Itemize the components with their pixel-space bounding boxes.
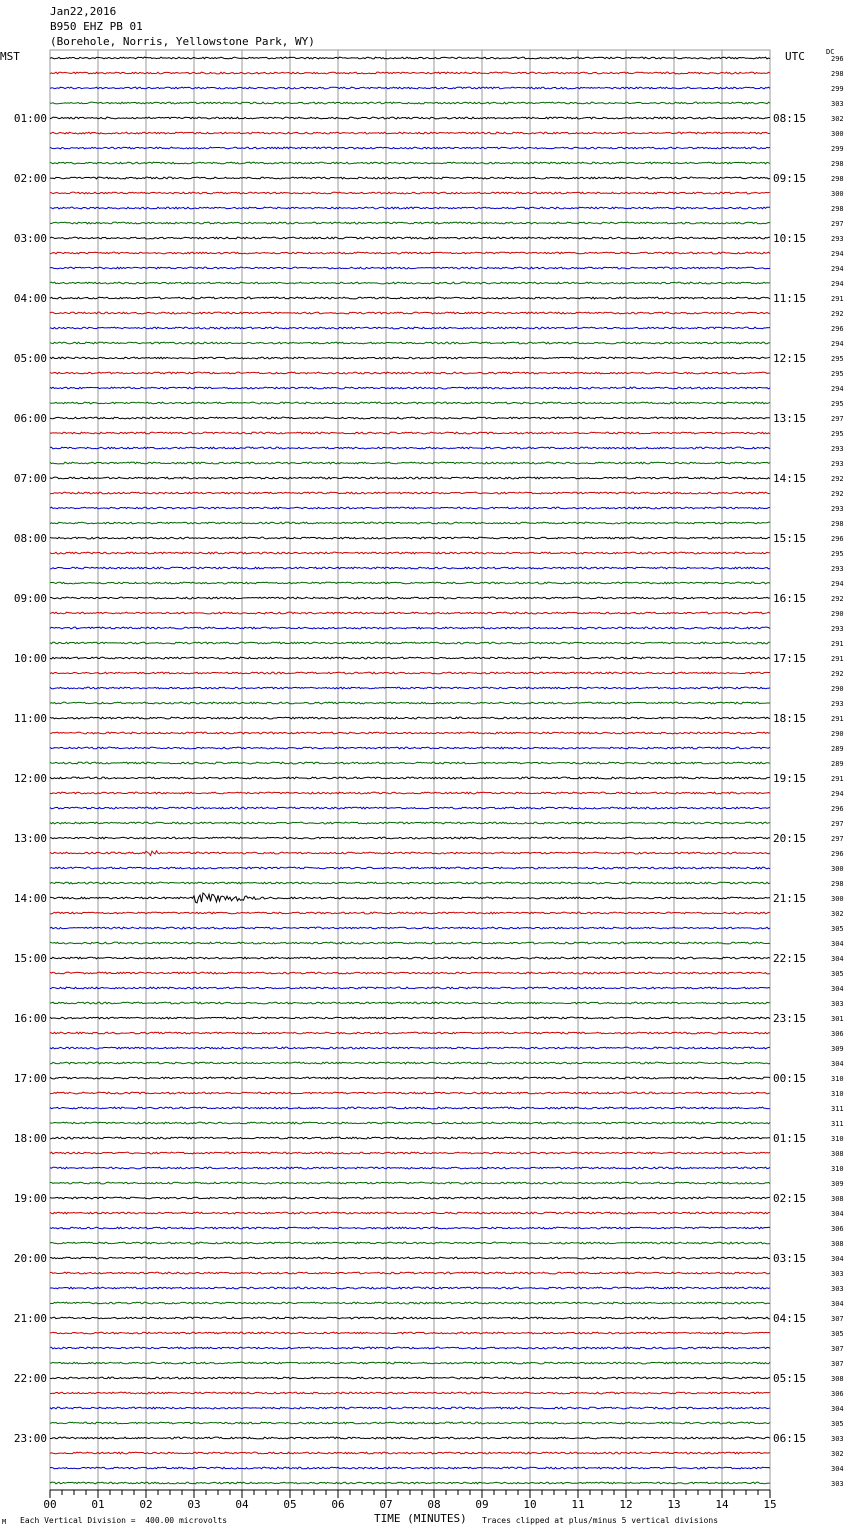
- right-hour-label: 00:15: [773, 1072, 807, 1085]
- right-hour-label: 19:15: [773, 772, 807, 785]
- trace-row: [50, 597, 770, 599]
- right-hour-label: 18:15: [773, 712, 807, 725]
- dc-offset-label: 298: [831, 880, 844, 888]
- station-code: B950 EHZ PB 01: [50, 20, 143, 33]
- x-axis-label: TIME (MINUTES): [374, 1512, 467, 1525]
- x-tick-label: 02: [139, 1498, 153, 1511]
- dc-offset-label: 307: [831, 1360, 844, 1368]
- trace-row: [50, 927, 770, 929]
- dc-offset-label: 309: [831, 1045, 844, 1053]
- trace-row: [50, 1077, 770, 1079]
- trace-row: [50, 132, 770, 134]
- trace-row: [50, 1437, 770, 1439]
- right-hour-label: 16:15: [773, 592, 807, 605]
- dc-offset-label: 308: [831, 1375, 844, 1383]
- trace-row: [50, 702, 770, 704]
- dc-offset-label: 301: [831, 1015, 844, 1023]
- right-hour-label: 23:15: [773, 1012, 807, 1025]
- right-hour-label: 08:15: [773, 112, 807, 125]
- dc-offset-label: 300: [831, 130, 844, 138]
- dc-offset-label: 290: [831, 610, 844, 618]
- trace-row: [50, 893, 770, 903]
- dc-offset-label: 298: [831, 175, 844, 183]
- dc-offset-label: 293: [831, 460, 844, 468]
- dc-offset-label: 293: [831, 565, 844, 573]
- dc-offset-label: 311: [831, 1105, 844, 1113]
- trace-row: [50, 297, 770, 299]
- dc-offset-label: 304: [831, 1300, 844, 1308]
- dc-offset-label: 298: [831, 160, 844, 168]
- dc-offset-label: 304: [831, 1465, 844, 1473]
- dc-offset-label: 304: [831, 1060, 844, 1068]
- trace-row: [50, 192, 770, 194]
- right-hour-label: 11:15: [773, 292, 807, 305]
- trace-row: [50, 1197, 770, 1199]
- trace-row: [50, 1062, 770, 1064]
- dc-offset-label: 293: [831, 625, 844, 633]
- trace-row: [50, 492, 770, 494]
- left-hour-label: 09:00: [13, 592, 47, 605]
- left-hour-label: 14:00: [13, 892, 47, 905]
- trace-row: [50, 282, 770, 284]
- dc-offset-label: 298: [831, 70, 844, 78]
- dc-offset-label: 308: [831, 1195, 844, 1203]
- left-hour-label: 20:00: [13, 1252, 47, 1265]
- dc-offset-label: 291: [831, 640, 844, 648]
- trace-row: [50, 342, 770, 344]
- trace-row: [50, 1107, 770, 1109]
- left-hour-label: 19:00: [13, 1192, 47, 1205]
- x-tick-label: 04: [235, 1498, 249, 1511]
- x-tick-label: 08: [427, 1498, 441, 1511]
- dc-offset-label: 293: [831, 235, 844, 243]
- trace-row: [50, 1032, 770, 1034]
- trace-row: [50, 447, 770, 449]
- trace-row: [50, 357, 770, 359]
- x-tick-label: 09: [475, 1498, 489, 1511]
- trace-row: [50, 147, 770, 149]
- trace-row: [50, 1182, 770, 1184]
- right-hour-label: 03:15: [773, 1252, 807, 1265]
- trace-row: [50, 912, 770, 914]
- x-tick-label: 00: [43, 1498, 57, 1511]
- trace-row: [50, 717, 770, 719]
- trace-row: [50, 582, 770, 584]
- trace-row: [50, 1272, 770, 1274]
- left-hour-label: 16:00: [13, 1012, 47, 1025]
- dc-offset-label: 295: [831, 550, 844, 558]
- dc-offset-label: 305: [831, 1420, 844, 1428]
- dc-offset-label: 306: [831, 1225, 844, 1233]
- dc-offset-label: 305: [831, 1330, 844, 1338]
- trace-row: [50, 477, 770, 479]
- trace-row: [50, 177, 770, 179]
- trace-row: [50, 1017, 770, 1019]
- dc-offset-label: 291: [831, 775, 844, 783]
- right-hour-label: 22:15: [773, 952, 807, 965]
- dc-offset-label: 308: [831, 1150, 844, 1158]
- trace-row: [50, 1407, 770, 1409]
- x-tick-label: 13: [667, 1498, 681, 1511]
- dc-offset-label: 303: [831, 100, 844, 108]
- trace-row: [50, 507, 770, 509]
- dc-offset-label: 300: [831, 895, 844, 903]
- dc-offset-label: 306: [831, 1030, 844, 1038]
- dc-offset-label: 293: [831, 505, 844, 513]
- trace-row: [50, 1137, 770, 1139]
- left-hour-label: 08:00: [13, 532, 47, 545]
- dc-offset-label: 294: [831, 265, 844, 273]
- x-tick-label: 05: [283, 1498, 297, 1511]
- left-hour-label: 11:00: [13, 712, 47, 725]
- trace-row: [50, 1287, 770, 1289]
- trace-row: [50, 567, 770, 569]
- x-tick-label: 06: [331, 1498, 345, 1511]
- trace-row: [50, 267, 770, 269]
- dc-offset-label: 310: [831, 1090, 844, 1098]
- right-hour-label: 12:15: [773, 352, 807, 365]
- right-hour-label: 09:15: [773, 172, 807, 185]
- trace-row: [50, 1422, 770, 1424]
- dc-offset-label: 297: [831, 220, 844, 228]
- trace-row: [50, 372, 770, 374]
- dc-offset-label: 294: [831, 790, 844, 798]
- right-hour-label: 13:15: [773, 412, 807, 425]
- dc-column-label: DC: [826, 48, 835, 56]
- trace-row: [50, 432, 770, 434]
- x-tick-label: 07: [379, 1498, 393, 1511]
- dc-offset-label: 293: [831, 700, 844, 708]
- dc-offset-label: 298: [831, 205, 844, 213]
- dc-offset-label: 303: [831, 1000, 844, 1008]
- dc-offset-label: 295: [831, 430, 844, 438]
- dc-offset-label: 299: [831, 145, 844, 153]
- dc-offset-label: 305: [831, 925, 844, 933]
- right-hour-label: 17:15: [773, 652, 807, 665]
- trace-row: [50, 1332, 770, 1334]
- right-hour-label: 15:15: [773, 532, 807, 545]
- left-hour-label: 23:00: [13, 1432, 47, 1445]
- trace-row: [50, 747, 770, 749]
- trace-row: [50, 387, 770, 389]
- left-hour-label: 21:00: [13, 1312, 47, 1325]
- dc-offset-label: 310: [831, 1075, 844, 1083]
- dc-offset-label: 304: [831, 1405, 844, 1413]
- trace-row: [50, 1317, 770, 1319]
- corner-mark: M: [2, 1518, 7, 1526]
- dc-offset-label: 290: [831, 730, 844, 738]
- right-hour-label: 06:15: [773, 1432, 807, 1445]
- dc-offset-label: 305: [831, 970, 844, 978]
- x-tick-label: 03: [187, 1498, 201, 1511]
- dc-offset-label: 294: [831, 385, 844, 393]
- dc-offset-label: 292: [831, 490, 844, 498]
- dc-offset-label: 303: [831, 1270, 844, 1278]
- dc-offset-label: 295: [831, 370, 844, 378]
- dc-offset-label: 291: [831, 655, 844, 663]
- left-hour-label: 18:00: [13, 1132, 47, 1145]
- trace-row: [50, 762, 770, 764]
- dc-offset-label: 307: [831, 1345, 844, 1353]
- left-hour-label: 17:00: [13, 1072, 47, 1085]
- dc-offset-label: 304: [831, 955, 844, 963]
- trace-row: [50, 252, 770, 254]
- trace-row: [50, 807, 770, 809]
- dc-offset-label: 296: [831, 805, 844, 813]
- dc-offset-label: 304: [831, 985, 844, 993]
- dc-offset-label: 291: [831, 295, 844, 303]
- trace-row: [50, 867, 770, 869]
- trace-row: [50, 1302, 770, 1304]
- dc-offset-label: 294: [831, 340, 844, 348]
- trace-row: [50, 237, 770, 239]
- dc-offset-label: 294: [831, 250, 844, 258]
- dc-offset-label: 294: [831, 580, 844, 588]
- trace-row: [50, 1227, 770, 1229]
- trace-row: [50, 72, 770, 74]
- trace-row: [50, 777, 770, 779]
- trace-row: [50, 102, 770, 104]
- trace-row: [50, 117, 770, 119]
- dc-offset-label: 291: [831, 715, 844, 723]
- dc-offset-label: 296: [831, 535, 844, 543]
- trace-row: [50, 822, 770, 824]
- left-hour-label: 03:00: [13, 232, 47, 245]
- trace-row: [50, 687, 770, 689]
- right-hour-label: 10:15: [773, 232, 807, 245]
- trace-row: [50, 837, 770, 839]
- trace-row: [50, 627, 770, 629]
- dc-offset-label: 289: [831, 745, 844, 753]
- trace-row: [50, 1242, 770, 1244]
- dc-offset-label: 296: [831, 850, 844, 858]
- right-timezone-label: UTC: [785, 50, 805, 63]
- trace-row: [50, 1347, 770, 1349]
- dc-offset-label: 292: [831, 475, 844, 483]
- right-hour-label: 14:15: [773, 472, 807, 485]
- trace-row: [50, 312, 770, 314]
- dc-offset-label: 308: [831, 1240, 844, 1248]
- trace-row: [50, 942, 770, 944]
- trace-row: [50, 882, 770, 884]
- trace-row: [50, 1257, 770, 1259]
- dc-offset-label: 310: [831, 1135, 844, 1143]
- trace-row: [50, 327, 770, 329]
- dc-offset-label: 292: [831, 595, 844, 603]
- trace-row: [50, 57, 770, 59]
- left-hour-label: 02:00: [13, 172, 47, 185]
- left-hour-label: 07:00: [13, 472, 47, 485]
- dc-offset-label: 294: [831, 280, 844, 288]
- x-tick-label: 15: [763, 1498, 777, 1511]
- left-hour-label: 12:00: [13, 772, 47, 785]
- trace-row: [50, 537, 770, 539]
- trace-row: [50, 732, 770, 734]
- dc-offset-label: 300: [831, 190, 844, 198]
- x-tick-label: 14: [715, 1498, 729, 1511]
- x-tick-label: 11: [571, 1498, 585, 1511]
- dc-offset-label: 297: [831, 835, 844, 843]
- dc-offset-label: 296: [831, 325, 844, 333]
- x-tick-label: 10: [523, 1498, 537, 1511]
- dc-offset-label: 292: [831, 670, 844, 678]
- dc-offset-label: 290: [831, 685, 844, 693]
- x-tick-label: 12: [619, 1498, 633, 1511]
- dc-offset-label: 309: [831, 1180, 844, 1188]
- trace-row: [50, 957, 770, 959]
- trace-row: [50, 612, 770, 614]
- dc-offset-label: 304: [831, 1255, 844, 1263]
- dc-offset-label: 307: [831, 1315, 844, 1323]
- left-hour-label: 22:00: [13, 1372, 47, 1385]
- trace-row: [50, 987, 770, 989]
- dc-offset-label: 295: [831, 355, 844, 363]
- plot-frame: [50, 50, 770, 1490]
- left-timezone-label: MST: [0, 50, 20, 63]
- dc-offset-label: 299: [831, 85, 844, 93]
- dc-offset-label: 302: [831, 1450, 844, 1458]
- dc-offset-label: 303: [831, 1480, 844, 1488]
- trace-row: [50, 552, 770, 554]
- trace-row: [50, 1092, 770, 1094]
- dc-offset-label: 306: [831, 1390, 844, 1398]
- dc-offset-label: 292: [831, 310, 844, 318]
- record-date: Jan22,2016: [50, 5, 117, 18]
- left-hour-label: 10:00: [13, 652, 47, 665]
- clip-note: Traces clipped at plus/minus 5 vertical divisions: [482, 1516, 719, 1525]
- dc-offset-label: 302: [831, 115, 844, 123]
- trace-row: [50, 462, 770, 464]
- left-hour-label: 15:00: [13, 952, 47, 965]
- dc-offset-label: 300: [831, 865, 844, 873]
- dc-offset-label: 293: [831, 445, 844, 453]
- left-hour-label: 04:00: [13, 292, 47, 305]
- left-hour-label: 05:00: [13, 352, 47, 365]
- trace-row: [50, 642, 770, 644]
- left-hour-label: 06:00: [13, 412, 47, 425]
- dc-offset-label: 289: [831, 760, 844, 768]
- trace-row: [50, 1002, 770, 1004]
- x-tick-label: 01: [91, 1498, 105, 1511]
- trace-row: [50, 1122, 770, 1124]
- dc-offset-label: 303: [831, 1435, 844, 1443]
- right-hour-label: 05:15: [773, 1372, 807, 1385]
- left-hour-label: 01:00: [13, 112, 47, 125]
- dc-offset-label: 302: [831, 910, 844, 918]
- left-hour-label: 13:00: [13, 832, 47, 845]
- trace-row: [50, 162, 770, 164]
- trace-row: [50, 207, 770, 209]
- trace-row: [50, 792, 770, 794]
- dc-offset-label: 297: [831, 820, 844, 828]
- station-location: (Borehole, Norris, Yellowstone Park, WY): [50, 35, 315, 48]
- trace-row: [50, 972, 770, 974]
- right-hour-label: 21:15: [773, 892, 807, 905]
- dc-offset-label: 297: [831, 415, 844, 423]
- trace-row: [50, 522, 770, 524]
- dc-offset-label: 295: [831, 400, 844, 408]
- trace-row: [50, 402, 770, 404]
- right-hour-label: 02:15: [773, 1192, 807, 1205]
- trace-row: [50, 1167, 770, 1169]
- trace-row: [50, 87, 770, 89]
- trace-row: [50, 1467, 770, 1469]
- trace-row: [50, 1377, 770, 1379]
- dc-offset-label: 303: [831, 1285, 844, 1293]
- trace-row: [50, 672, 770, 674]
- trace-row: [50, 1482, 770, 1484]
- right-hour-label: 01:15: [773, 1132, 807, 1145]
- dc-offset-label: 304: [831, 1210, 844, 1218]
- trace-row: [50, 1152, 770, 1154]
- trace-row: [50, 1047, 770, 1049]
- dc-offset-label: 296: [831, 55, 844, 63]
- dc-offset-label: 311: [831, 1120, 844, 1128]
- trace-row: [50, 417, 770, 419]
- trace-row: [50, 851, 770, 856]
- trace-row: [50, 222, 770, 224]
- dc-offset-label: 304: [831, 940, 844, 948]
- right-hour-label: 20:15: [773, 832, 807, 845]
- trace-row: [50, 1392, 770, 1394]
- dc-offset-label: 298: [831, 520, 844, 528]
- trace-row: [50, 1212, 770, 1214]
- dc-offset-label: 310: [831, 1165, 844, 1173]
- scale-note: Each Vertical Division = 400.00 microvolts: [20, 1516, 228, 1525]
- right-hour-label: 04:15: [773, 1312, 807, 1325]
- trace-row: [50, 1452, 770, 1454]
- trace-row: [50, 657, 770, 659]
- trace-row: [50, 1362, 770, 1364]
